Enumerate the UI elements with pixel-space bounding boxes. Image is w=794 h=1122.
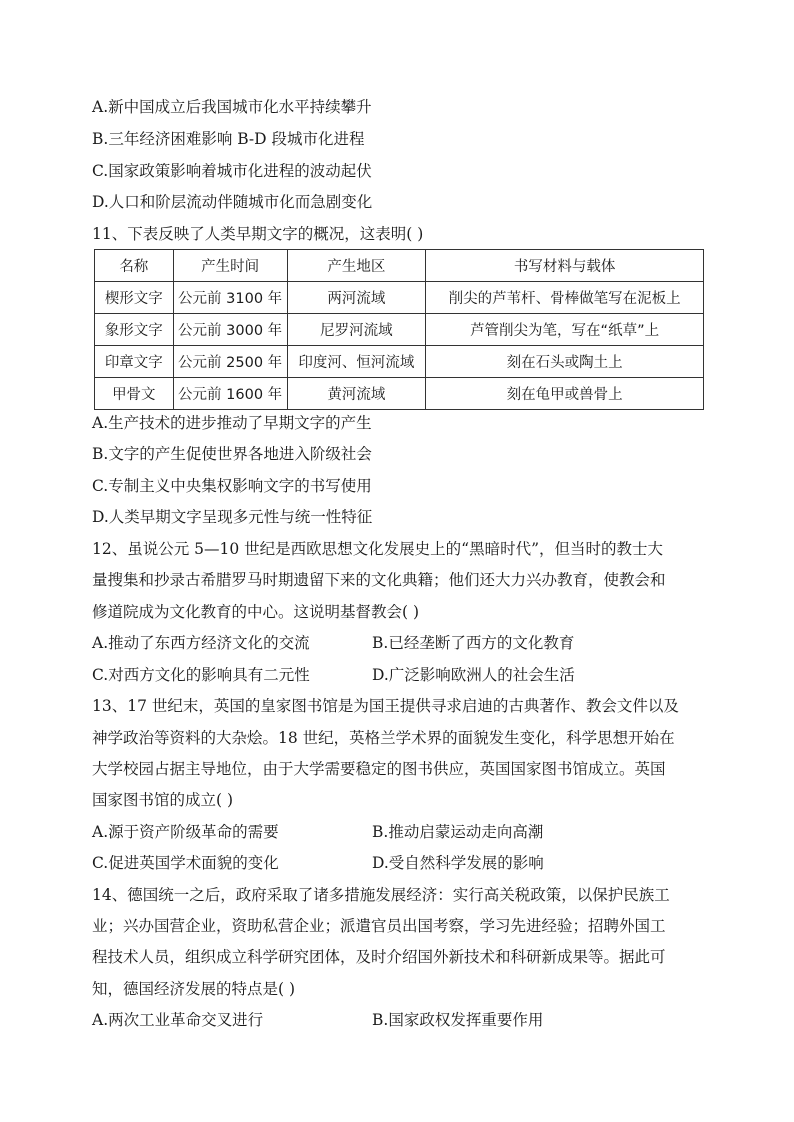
q13-option-a: A.源于资产阶级革命的需要 <box>92 823 279 841</box>
table-cell: 两河流域 <box>287 282 426 314</box>
table-header-cell: 书写材料与载体 <box>426 250 704 282</box>
q10-option-d: D.人口和阶层流动伴随城市化而急剧变化 <box>92 193 373 211</box>
q13-stem-line-4: 国家图书馆的成立( ) <box>92 791 234 809</box>
q12-stem-line-3: 修道院成为文化教育的中心。这说明基督教会( ) <box>92 603 420 621</box>
q11-stem: 11、下表反映了人类早期文字的概况，这表明( ) <box>92 225 424 243</box>
table-cell: 刻在龟甲或兽骨上 <box>426 378 704 410</box>
table-cell: 印度河、恒河流域 <box>287 346 426 378</box>
q10-option-a: A.新中国成立后我国城市化水平持续攀升 <box>92 98 372 116</box>
q13-option-c: C.促进英国学术面貌的变化 <box>92 854 279 872</box>
q14-option-a: A.两次工业革命交叉进行 <box>92 1011 264 1029</box>
q14-stem-line-3: 程技术人员，组织成立科学研究团体，及时介绍国外新技术和科研新成果等。据此可 <box>92 948 666 966</box>
table-header-cell: 名称 <box>95 250 174 282</box>
table-cell: 公元前 3100 年 <box>173 282 287 314</box>
table-cell: 芦管削尖为笔，写在“纸草”上 <box>426 314 704 346</box>
table-row <box>95 282 704 314</box>
q13-option-d: D.受自然科学发展的影响 <box>372 854 544 872</box>
table-cell: 印章文字 <box>95 346 174 378</box>
q12-option-a: A.推动了东西方经济文化的交流 <box>92 634 310 652</box>
table-cell: 公元前 3000 年 <box>173 314 287 346</box>
table-cell: 象形文字 <box>95 314 174 346</box>
table-cell: 黄河流域 <box>287 378 426 410</box>
q11-option-d: D.人类早期文字呈现多元性与统一性特征 <box>92 508 373 526</box>
q12-stem-line-2: 量搜集和抄录古希腊罗马时期遗留下来的文化典籍；他们还大力兴办教育，使教会和 <box>92 571 666 589</box>
q13-option-b: B.推动启蒙运动走向高潮 <box>372 823 544 841</box>
table-cell: 公元前 1600 年 <box>173 378 287 410</box>
table-row <box>95 346 704 378</box>
q14-stem-line-1: 14、德国统一之后，政府采取了诸多措施发展经济：实行高关税政策，以保护民族工 <box>92 886 670 904</box>
early-writing-table <box>94 249 704 410</box>
q11-option-c: C.专制主义中央集权影响文字的书写使用 <box>92 477 372 495</box>
table-cell: 刻在石头或陶土上 <box>426 346 704 378</box>
q11-option-a: A.生产技术的进步推动了早期文字的产生 <box>92 414 372 432</box>
table-header-cell: 产生时间 <box>173 250 287 282</box>
q11-option-b: B.文字的产生促使世界各地进入阶级社会 <box>92 445 372 463</box>
q13-stem-line-3: 大学校园占据主导地位，由于大学需要稳定的图书供应，英国国家图书馆成立。英国 <box>92 760 666 778</box>
q12-option-c: C.对西方文化的影响具有二元性 <box>92 666 310 684</box>
table-row <box>95 314 704 346</box>
q12-option-b: B.已经垄断了西方的文化教育 <box>372 634 575 652</box>
q10-option-b: B.三年经济困难影响 B-D 段城市化进程 <box>92 130 365 148</box>
q10-option-c: C.国家政策影响着城市化进程的波动起伏 <box>92 162 372 180</box>
table-cell: 甲骨文 <box>95 378 174 410</box>
table-header-cell: 产生地区 <box>287 250 426 282</box>
q14-option-b: B.国家政权发挥重要作用 <box>372 1011 544 1029</box>
q13-stem-line-1: 13、17 世纪末，英国的皇家图书馆是为国王提供寻求启迪的古典著作、教会文件以及 <box>92 697 679 715</box>
table-header-row <box>95 250 704 282</box>
table-cell: 楔形文字 <box>95 282 174 314</box>
q13-stem-line-2: 神学政治等资料的大杂烩。18 世纪，英格兰学术界的面貌发生变化，科学思想开始在 <box>92 729 675 747</box>
table-cell: 削尖的芦苇杆、骨棒做笔写在泥板上 <box>426 282 704 314</box>
q14-stem-line-4: 知，德国经济发展的特点是( ) <box>92 980 296 998</box>
q14-stem-line-2: 业；兴办国营企业，资助私营企业；派遣官员出国考察，学习先进经验；招聘外国工 <box>92 917 666 935</box>
table-cell: 尼罗河流域 <box>287 314 426 346</box>
q12-option-d: D.广泛影响欧洲人的社会生活 <box>372 666 575 684</box>
table-cell: 公元前 2500 年 <box>173 346 287 378</box>
table-row <box>95 378 704 410</box>
q12-stem-line-1: 12、虽说公元 5—10 世纪是西欧思想文化发展史上的“黑暗时代”，但当时的教士大 <box>92 540 664 558</box>
